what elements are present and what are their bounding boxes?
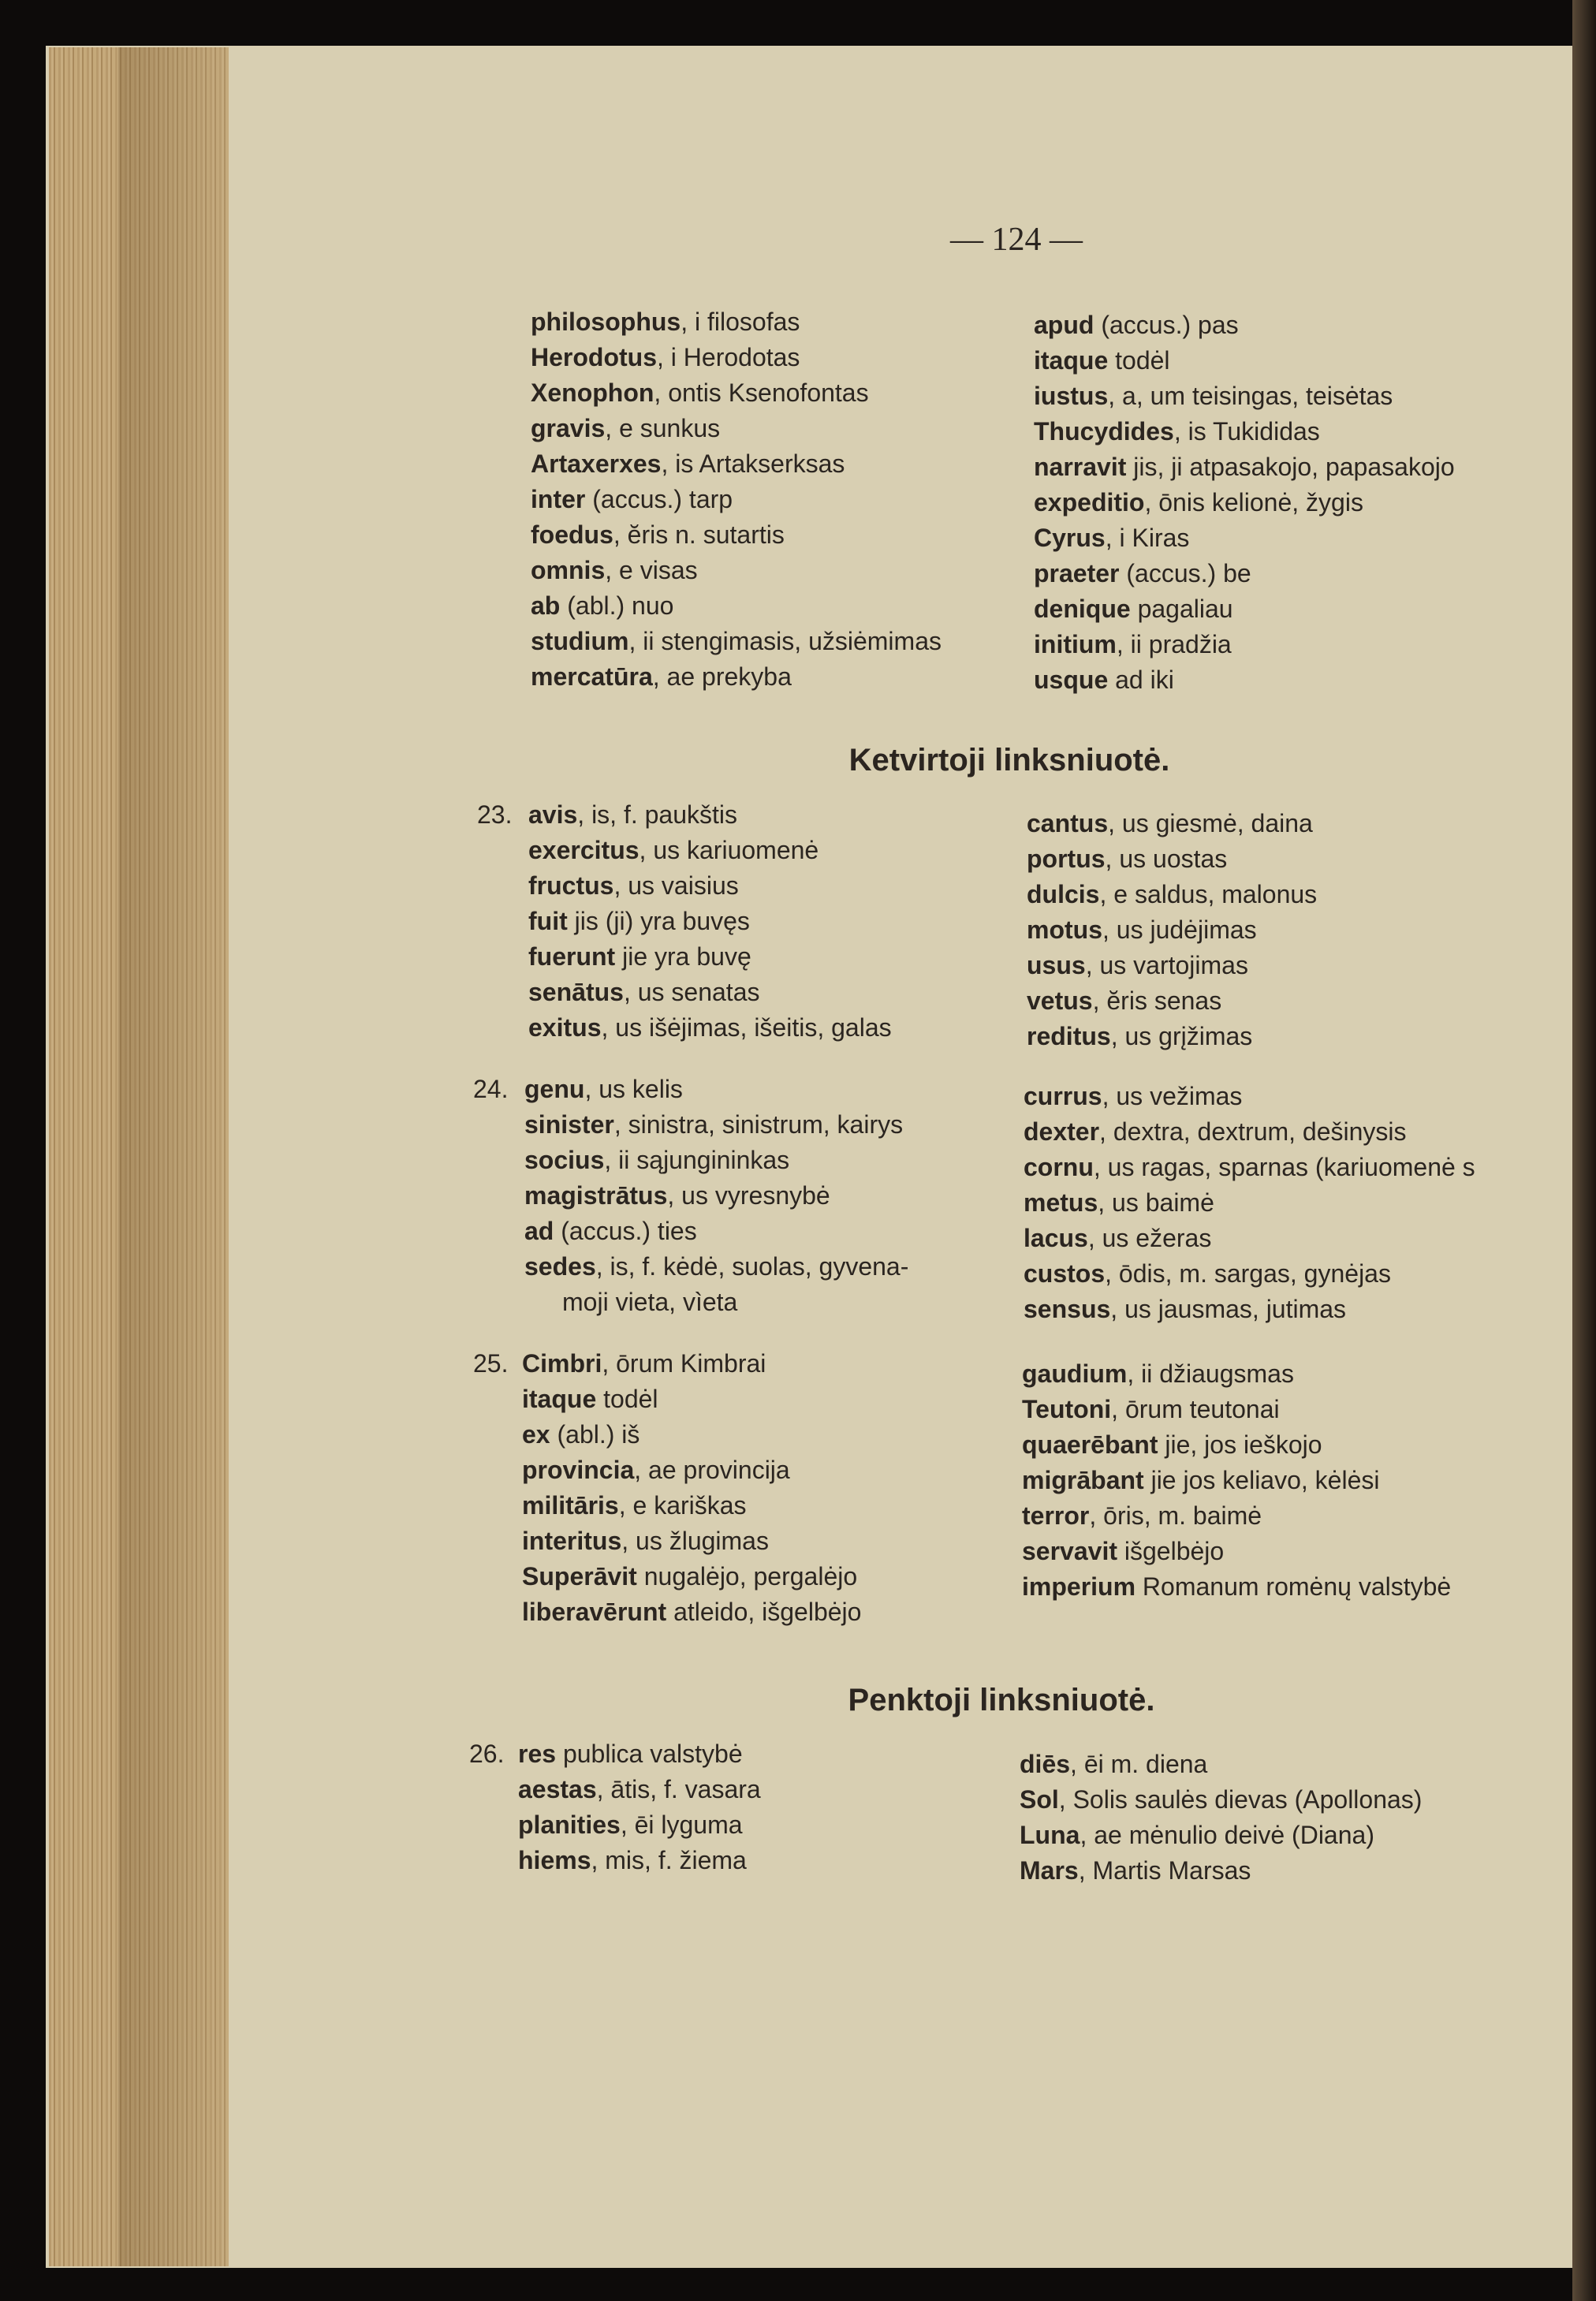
- headword: itaque: [1034, 346, 1109, 375]
- vocab-column-top-right: [1034, 308, 1455, 698]
- headword: denique: [1034, 595, 1131, 623]
- headword: aestas: [518, 1775, 597, 1803]
- headword: sedes: [524, 1252, 596, 1281]
- headword: philosophus: [531, 308, 681, 336]
- translation: , ii džiaugsmas: [1127, 1359, 1294, 1388]
- headword: senātus: [528, 978, 624, 1006]
- translation: , mis, f. žiema: [591, 1846, 747, 1874]
- translation: nugalėjo, pergalėjo: [636, 1562, 858, 1591]
- headword: sinister: [524, 1110, 614, 1139]
- translation: , ii pradžia: [1116, 630, 1232, 658]
- translation: , us senatas: [623, 978, 760, 1006]
- headword: fructus: [528, 871, 614, 900]
- page-right-edge: [1572, 0, 1596, 2301]
- translation: , ae prekyba: [652, 662, 792, 691]
- headword: migrābant: [1022, 1466, 1144, 1494]
- headword: vetus: [1027, 986, 1093, 1015]
- headword: exitus: [528, 1013, 602, 1042]
- headword: terror: [1022, 1501, 1090, 1530]
- vocab-entry: [531, 517, 942, 553]
- headword: imperium: [1022, 1572, 1136, 1601]
- headword: magistrātus: [524, 1181, 668, 1210]
- headword: currus: [1024, 1082, 1102, 1110]
- headword: fuit: [528, 907, 568, 935]
- headword: portus: [1027, 845, 1106, 873]
- translation: (abl.) nuo: [560, 591, 674, 620]
- translation: , ēi m. diena: [1070, 1750, 1208, 1778]
- translation: , us kariuomenė: [639, 836, 819, 864]
- vocab-column-left: [524, 1072, 908, 1320]
- vocab-entry: [531, 411, 942, 446]
- vocab-entry: [1034, 662, 1455, 698]
- vocab-entry: [524, 1107, 908, 1143]
- vocab-entry: [1034, 591, 1455, 627]
- headword: Cimbri: [522, 1349, 602, 1378]
- vocab-column-right: [1027, 806, 1317, 1054]
- translation: , i Kiras: [1105, 524, 1190, 552]
- translation: , ii stengimasis, užsiėmimas: [628, 627, 942, 655]
- vocab-entry: [524, 1249, 908, 1285]
- section-heading-fifth-declension: Penktoji linksniuotė.: [848, 1683, 1155, 1717]
- translation: , ōrum Kimbrai: [602, 1349, 766, 1378]
- headword: quaerēbant: [1022, 1430, 1158, 1459]
- vocab-entry: [1027, 912, 1317, 948]
- vocab-column-left: [528, 797, 892, 1046]
- translation: , ontis Ksenofontas: [654, 379, 869, 407]
- translation: , us vežimas: [1102, 1082, 1243, 1110]
- headword: Sol: [1020, 1785, 1059, 1814]
- translation: (accus.) be: [1119, 559, 1251, 587]
- translation: todėl: [1108, 346, 1170, 375]
- translation: atleido, išgelbėjo: [666, 1598, 862, 1626]
- vocab-entry: [522, 1488, 861, 1523]
- headword: praeter: [1034, 559, 1120, 587]
- translation: , us vyresnybė: [667, 1181, 830, 1210]
- headword: studium: [531, 627, 629, 655]
- vocab-entry: [524, 1178, 908, 1214]
- translation: , i filosofas: [681, 308, 800, 336]
- vocab-entry: [1022, 1392, 1451, 1427]
- translation: , a, um teisingas, teisėtas: [1108, 382, 1393, 410]
- translation: , dextra, dextrum, dešinysis: [1099, 1117, 1407, 1146]
- vocab-entry: [1024, 1221, 1475, 1256]
- vocab-entry: [1024, 1079, 1475, 1114]
- vocab-entry: [1034, 520, 1455, 556]
- headword: apud: [1034, 311, 1094, 339]
- vocab-entry: [522, 1453, 861, 1488]
- vocab-column-right: [1024, 1079, 1475, 1327]
- headword: planities: [518, 1811, 621, 1839]
- headword: itaque: [522, 1385, 597, 1413]
- headword: diēs: [1020, 1750, 1071, 1778]
- translation: , us uostas: [1105, 845, 1228, 873]
- vocab-entry: [1034, 343, 1455, 379]
- vocab-entry: [518, 1772, 761, 1807]
- vocab-entry: [518, 1736, 761, 1772]
- vocab-entry: [528, 975, 892, 1010]
- vocab-entry: [1034, 449, 1455, 485]
- headword: narravit: [1034, 453, 1127, 481]
- vocab-entry: [531, 446, 942, 482]
- vocab-entry: [531, 340, 942, 375]
- vocab-entry: [531, 659, 942, 695]
- translation: , is Artakserksas: [661, 449, 845, 478]
- headword: exercitus: [528, 836, 640, 864]
- vocab-entry: [1022, 1427, 1451, 1463]
- vocab-entry: [1034, 308, 1455, 343]
- section-number: 23.: [477, 800, 513, 829]
- translation: , ātis, f. vasara: [596, 1775, 761, 1803]
- headword: Superāvit: [522, 1562, 637, 1591]
- vocab-entry: [1024, 1150, 1475, 1185]
- page-gutter-shadow: [118, 47, 229, 2266]
- vocab-entry: [1020, 1853, 1422, 1889]
- translation: , ōrum teutonai: [1111, 1395, 1280, 1423]
- translation: , is, f. paukštis: [577, 800, 738, 829]
- translation: (accus.) tarp: [585, 485, 733, 513]
- vocab-entry: [528, 833, 892, 868]
- vocab-entry: [524, 1143, 908, 1178]
- vocab-entry: [531, 553, 942, 588]
- headword: fuerunt: [528, 942, 616, 971]
- headword: res: [518, 1740, 557, 1768]
- headword: provincia: [522, 1456, 635, 1484]
- vocab-entry: [531, 588, 942, 624]
- vocab-entry: [522, 1382, 861, 1417]
- translation: , ii sąjungininkas: [604, 1146, 790, 1174]
- translation: , e kariškas: [618, 1491, 747, 1520]
- headword: servavit: [1022, 1537, 1117, 1565]
- translation: todėl: [596, 1385, 658, 1413]
- headword: sensus: [1024, 1295, 1111, 1323]
- headword: usus: [1027, 951, 1086, 979]
- vocab-entry: [1034, 556, 1455, 591]
- vocab-column-left: [518, 1736, 761, 1878]
- vocab-entry: [528, 904, 892, 939]
- headword: Teutoni: [1022, 1395, 1112, 1423]
- vocab-entry: [1024, 1185, 1475, 1221]
- vocab-column-top-left: [531, 304, 942, 695]
- translation: , us žlugimas: [621, 1527, 769, 1555]
- vocab-entry: [528, 1010, 892, 1046]
- headword: Artaxerxes: [531, 449, 662, 478]
- vocab-entry: [531, 304, 942, 340]
- vocab-entry: [1022, 1534, 1451, 1569]
- headword: Xenophon: [531, 379, 654, 407]
- headword: gravis: [531, 414, 606, 442]
- headword: avis: [528, 800, 578, 829]
- vocab-entry: [524, 1285, 908, 1320]
- translation: Romanum romėnų valstybė: [1135, 1572, 1452, 1601]
- translation: , us ragas, sparnas (kariuomenė s: [1093, 1153, 1475, 1181]
- headword: mercatūra: [531, 662, 653, 691]
- vocab-entry: [522, 1594, 861, 1630]
- headword: iustus: [1034, 382, 1109, 410]
- translation: (accus.) ties: [554, 1217, 697, 1245]
- translation: , e visas: [605, 556, 698, 584]
- headword: foedus: [531, 520, 613, 549]
- vocab-entry: [528, 939, 892, 975]
- translation: publica valstybė: [556, 1740, 743, 1768]
- translation: , sinistra, sinistrum, kairys: [613, 1110, 904, 1139]
- vocab-entry: [1022, 1498, 1451, 1534]
- vocab-entry: [531, 482, 942, 517]
- vocab-entry: [1024, 1256, 1475, 1292]
- headword: omnis: [531, 556, 606, 584]
- translation: jis (ji) yra buvęs: [567, 907, 750, 935]
- vocab-entry: [522, 1559, 861, 1594]
- translation: , us vaisius: [613, 871, 739, 900]
- vocab-entry: [1022, 1463, 1451, 1498]
- translation: , ōris, m. baimė: [1089, 1501, 1262, 1530]
- headword: dulcis: [1027, 880, 1100, 908]
- vocab-entry: [518, 1807, 761, 1843]
- headword: inter: [531, 485, 586, 513]
- headword: Herodotus: [531, 343, 657, 371]
- headword: expeditio: [1034, 488, 1145, 517]
- vocab-entry: [518, 1843, 761, 1878]
- headword: Mars: [1020, 1856, 1079, 1885]
- vocab-entry: [1034, 414, 1455, 449]
- vocab-entry: [528, 797, 892, 833]
- vocab-entry: [1020, 1818, 1422, 1853]
- vocab-column-left: [522, 1346, 861, 1630]
- translation: išgelbėjo: [1117, 1537, 1225, 1565]
- translation: , ōnis kelionė, žygis: [1144, 488, 1363, 517]
- headword: Thucydides: [1034, 417, 1174, 446]
- translation: moji vieta, vìeta: [562, 1288, 738, 1316]
- headword: liberavērunt: [522, 1598, 667, 1626]
- vocab-entry: [522, 1417, 861, 1453]
- headword: Cyrus: [1034, 524, 1106, 552]
- vocab-entry: [1024, 1114, 1475, 1150]
- translation: , Martis Marsas: [1078, 1856, 1251, 1885]
- vocab-entry: [1022, 1356, 1451, 1392]
- vocab-column-right: [1020, 1747, 1422, 1889]
- translation: , Solis saulės dievas (Apollonas): [1058, 1785, 1423, 1814]
- vocab-entry: [524, 1072, 908, 1107]
- vocab-entry: [531, 375, 942, 411]
- translation: jis, ji atpasakojo, papasakojo: [1126, 453, 1455, 481]
- section-number: 26.: [469, 1740, 505, 1768]
- section-number: 25.: [473, 1349, 509, 1378]
- vocab-entry: [524, 1214, 908, 1249]
- headword: hiems: [518, 1846, 591, 1874]
- headword: initium: [1034, 630, 1117, 658]
- vocab-entry: [1027, 877, 1317, 912]
- headword: genu: [524, 1075, 585, 1103]
- vocab-entry: [1027, 1019, 1317, 1054]
- vocab-column-right: [1022, 1356, 1451, 1605]
- section-heading-fourth-declension: Ketvirtoji linksniuotė.: [848, 743, 1170, 778]
- vocab-entry: [1027, 841, 1317, 877]
- translation: , e sunkus: [605, 414, 721, 442]
- translation: , us judėjimas: [1102, 916, 1257, 944]
- section-number: 24.: [473, 1075, 509, 1103]
- headword: militāris: [522, 1491, 619, 1520]
- headword: ab: [531, 591, 561, 620]
- translation: pagaliau: [1130, 595, 1233, 623]
- translation: , ae mėnulio deivė (Diana): [1080, 1821, 1374, 1849]
- vocab-entry: [522, 1346, 861, 1382]
- translation: ad iki: [1108, 666, 1174, 694]
- headword: dexter: [1024, 1117, 1100, 1146]
- translation: jie, jos ieškojo: [1158, 1430, 1322, 1459]
- headword: Luna: [1020, 1821, 1080, 1849]
- headword: ad: [524, 1217, 554, 1245]
- translation: jie yra buvę: [615, 942, 751, 971]
- headword: motus: [1027, 916, 1102, 944]
- translation: , is, f. kėdė, suolas, gyvena-: [595, 1252, 909, 1281]
- vocab-entry: [1022, 1569, 1451, 1605]
- translation: , ēi lyguma: [620, 1811, 743, 1839]
- vocab-entry: [1034, 485, 1455, 520]
- vocab-entry: [1027, 948, 1317, 983]
- translation: , us baimė: [1098, 1188, 1214, 1217]
- headword: lacus: [1024, 1224, 1088, 1252]
- translation: , us ežeras: [1087, 1224, 1212, 1252]
- vocab-entry: [528, 868, 892, 904]
- translation: , us jausmas, jutimas: [1110, 1295, 1347, 1323]
- headword: gaudium: [1022, 1359, 1128, 1388]
- headword: socius: [524, 1146, 605, 1174]
- vocab-entry: [522, 1523, 861, 1559]
- vocab-entry: [1027, 806, 1317, 841]
- translation: (accus.) pas: [1094, 311, 1239, 339]
- translation: , ōdis, m. sargas, gynėjas: [1105, 1259, 1391, 1288]
- headword: metus: [1024, 1188, 1098, 1217]
- vocab-entry: [1020, 1747, 1422, 1782]
- translation: , ĕris n. sutartis: [613, 520, 785, 549]
- headword: cornu: [1024, 1153, 1094, 1181]
- headword: ex: [522, 1420, 550, 1449]
- vocab-entry: [1024, 1292, 1475, 1327]
- translation: , e saldus, malonus: [1099, 880, 1318, 908]
- headword: reditus: [1027, 1022, 1111, 1050]
- translation: , us kelis: [584, 1075, 683, 1103]
- translation: jie jos keliavo, kėlėsi: [1143, 1466, 1380, 1494]
- translation: , us grįžimas: [1110, 1022, 1253, 1050]
- translation: , ae provincija: [634, 1456, 790, 1484]
- translation: , us giesmė, daina: [1108, 809, 1313, 837]
- vocab-entry: [531, 624, 942, 659]
- vocab-entry: [1034, 379, 1455, 414]
- translation: , is Tukididas: [1173, 417, 1320, 446]
- translation: , i Herodotas: [657, 343, 800, 371]
- translation: , us išėjimas, išeitis, galas: [601, 1013, 892, 1042]
- vocab-entry: [1034, 627, 1455, 662]
- headword: interitus: [522, 1527, 622, 1555]
- page-number: — 124 —: [950, 222, 1083, 258]
- headword: usque: [1034, 666, 1109, 694]
- translation: , us vartojimas: [1085, 951, 1248, 979]
- headword: cantus: [1027, 809, 1109, 837]
- translation: , ĕris senas: [1092, 986, 1222, 1015]
- vocab-entry: [1027, 983, 1317, 1019]
- vocab-entry: [1020, 1782, 1422, 1818]
- headword: custos: [1024, 1259, 1106, 1288]
- translation: (abl.) iš: [550, 1420, 640, 1449]
